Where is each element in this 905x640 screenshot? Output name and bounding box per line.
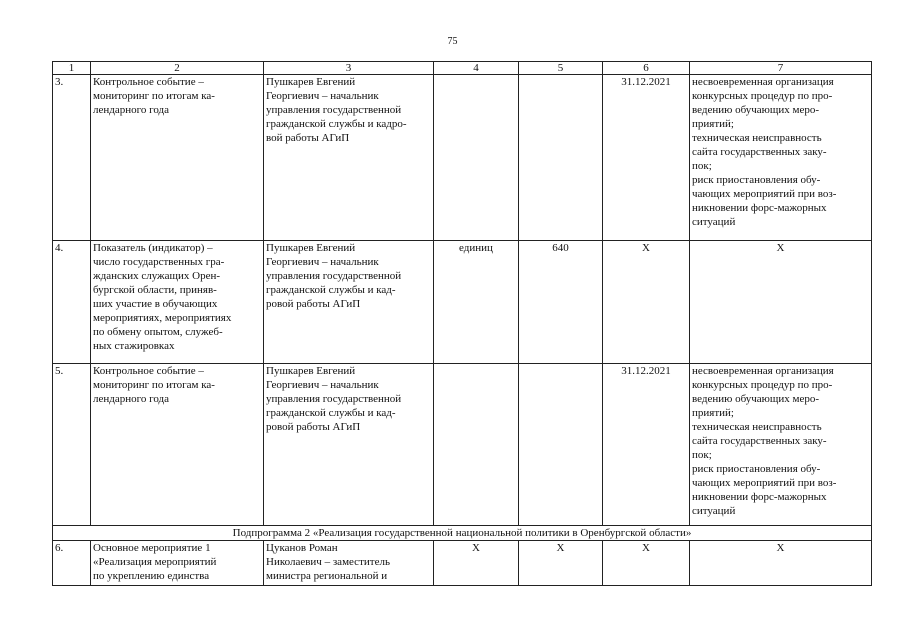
- value-cell: Х: [519, 541, 603, 586]
- date-cell: Х: [603, 541, 690, 586]
- event-name: Контрольное событие – мониторинг по итогам ка- лендарного года: [91, 364, 264, 526]
- event-name: Показатель (индикатор) – число государственных гра- жданских служащих Орен- бургской области, приняв- ших участие в обучающих мероприятиях, мероприятиях по обмену опытом, служеб- ных стажировках: [91, 241, 264, 364]
- subprogram-row: [53, 526, 872, 541]
- date-cell: 31.12.2021: [603, 364, 690, 526]
- date-cell: 31.12.2021: [603, 75, 690, 241]
- table-row: [53, 364, 872, 526]
- column-number: 4: [434, 62, 519, 75]
- unit-cell: [434, 75, 519, 241]
- subprogram-title: Подпрограмма 2 «Реализация государственной национальной политики в Оренбургской области»: [53, 526, 872, 541]
- value-cell: [519, 364, 603, 526]
- column-number: 1: [53, 62, 91, 75]
- column-number: 3: [264, 62, 434, 75]
- column-number: 6: [603, 62, 690, 75]
- risks-cell: несвоевременная организация конкурсных процедур по про- ведению обучающих меро- приятий; техническая неисправность сайта государственных заку- пок; риск приостановления обу- чающих мероприятий при воз- никновении форс-мажорных ситуаций: [690, 75, 872, 241]
- risks-cell: несвоевременная организация конкурсных процедур по про- ведению обучающих меро- приятий; техническая неисправность сайта государственных заку- пок; риск приостановления обу- чающих мероприятий при воз- никновении форс-мажорных ситуаций: [690, 364, 872, 526]
- risks-cell: Х: [690, 541, 872, 586]
- event-name: Контрольное событие – мониторинг по итогам ка- лендарного года: [91, 75, 264, 241]
- column-number-row: [53, 62, 872, 75]
- row-number: 3.: [53, 75, 91, 241]
- row-number: 4.: [53, 241, 91, 364]
- table-row: [53, 75, 872, 241]
- responsible-person: Пушкарев Евгений Георгиевич – начальник управления государственной гражданской службы и кад- ровой работы АГиП: [264, 364, 434, 526]
- column-number: 7: [690, 62, 872, 75]
- unit-cell: [434, 364, 519, 526]
- table-row: [53, 241, 872, 364]
- unit-cell: единиц: [434, 241, 519, 364]
- row-number: 6.: [53, 541, 91, 586]
- responsible-person: Цуканов Роман Николаевич – заместитель министра региональной и: [264, 541, 434, 586]
- column-number: 5: [519, 62, 603, 75]
- event-name: Основное мероприятие 1 «Реализация мероприятий по укреплению единства: [91, 541, 264, 586]
- row-number: 5.: [53, 364, 91, 526]
- value-cell: [519, 75, 603, 241]
- responsible-person: Пушкарев Евгений Георгиевич – начальник управления государственной гражданской службы и кад- ровой работы АГиП: [264, 241, 434, 364]
- risks-cell: Х: [690, 241, 872, 364]
- column-number: 2: [91, 62, 264, 75]
- responsible-person: Пушкарев Евгений Георгиевич – начальник управления государственной гражданской службы и кадро- вой работы АГиП: [264, 75, 434, 241]
- value-cell: 640: [519, 241, 603, 364]
- plan-table: [52, 61, 872, 586]
- date-cell: Х: [603, 241, 690, 364]
- unit-cell: Х: [434, 541, 519, 586]
- table-row: [53, 541, 872, 586]
- page-number: 75: [447, 36, 458, 47]
